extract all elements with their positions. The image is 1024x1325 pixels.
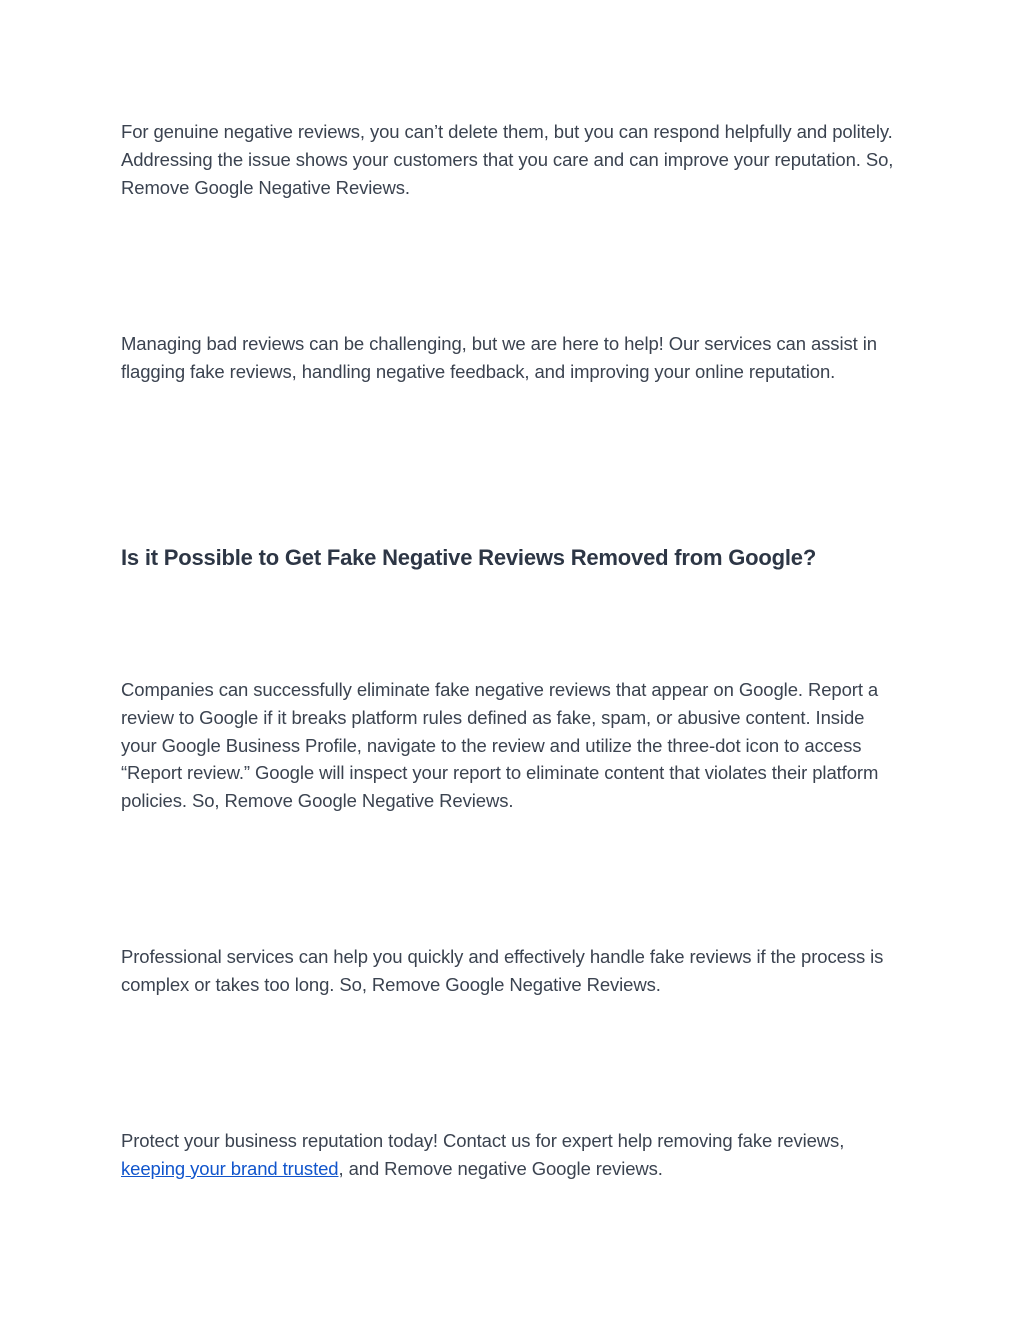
paragraph-remove-fake-reviews: Companies can successfully eliminate fake negative reviews that appear on Google. Report a review to Google if it breaks platform rules defined as fake, spam, or abusive content. Inside your Google Business Profile, navigate to the review and utilize the three-dot icon to access “Report review.” Google will inspect your report to eliminate content that violates their platform policies. So, Remove Google Negative Reviews.: [121, 679, 879, 812]
paragraph-genuine-reviews: For genuine negative reviews, you can’t delete them, but you can respond helpfully and politely. Addressing the issue shows your customers that you care and can improve your reputation. So, Remove Google Negative Reviews.: [121, 121, 894, 198]
cta-text-end: , and Remove negative Google reviews.: [338, 1157, 663, 1179]
paragraph-professional-services: Professional services can help you quickly and effectively handle fake reviews if the process is complex or takes too long. So, Remove Google Negative Reviews.: [121, 946, 884, 995]
paragraph-contact-cta: [121, 1127, 901, 1183]
cta-text-start: Protect your business reputation today! Contact us for expert help removing fake reviews,: [121, 1130, 845, 1151]
paragraph-managing-reviews: Managing bad reviews can be challenging, but we are here to help! Our services can assist in flagging fake reviews, handling negative feedback, and improving your online reputation.: [121, 333, 877, 382]
brand-trusted-link[interactable]: keeping your brand trusted: [121, 1157, 339, 1179]
section-heading: Is it Possible to Get Fake Negative Reviews Removed from Google?: [121, 545, 817, 570]
